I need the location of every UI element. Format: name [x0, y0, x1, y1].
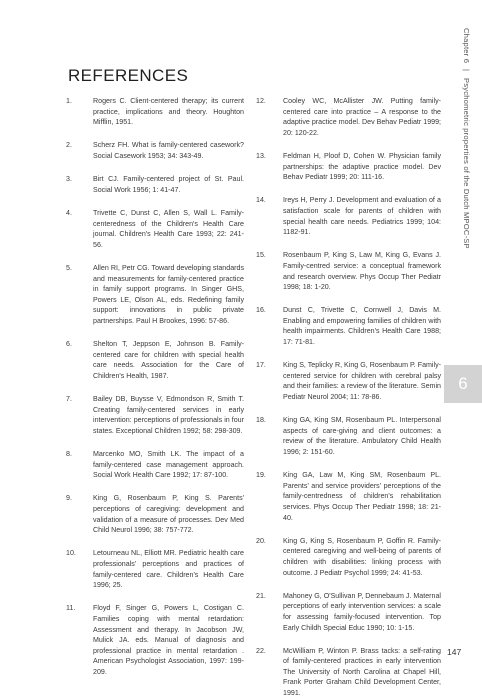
reference-text: Marcenko MO, Smith LK. The impact of a family-centered case management approach. Social Work Health Care 1992; 17: 87-100. [93, 450, 244, 480]
reference-item [256, 470, 441, 523]
reference-text: Letourneau NL, Elliott MR. Pediatric health care professionals' perceptions and practices of family-centered care. Children's Health Care 1996; 25. [93, 549, 244, 590]
reference-number: 11. [66, 604, 76, 613]
title-separator: | [462, 69, 471, 72]
reference-number: 6. [66, 340, 72, 349]
reference-text: Rosenbaum P, King S, Law M, King G, Evans J. Family-centred service: a conceptual framework and research overview. Phys Occup Ther Pediatr 1998; 18: 1-20. [283, 251, 441, 292]
chapter-title: Psychometric properties of the Dutch MPOC-SP [462, 77, 471, 249]
reference-number: 12. [256, 97, 266, 105]
chapter-label: Chapter 6 [462, 28, 471, 64]
reference-number: 10. [66, 549, 76, 558]
reference-number: 7. [66, 395, 72, 404]
reference-text: Scherz FH. What is family-centered casework? Social Casework 1953; 34: 343-49. [93, 141, 244, 160]
reference-number: 4. [66, 208, 72, 217]
reference-text: Cooley WC, McAllister JW. Putting family-centered care into practice – A response to the adaptive practice model. Dev Behav Pediatr 1999; 20: 120-22. [283, 97, 441, 137]
reference-number: 19. [256, 471, 266, 480]
reference-item [66, 394, 244, 436]
references-column-left [66, 96, 252, 677]
reference-text: King GA, Law M, King SM, Rosenbaum PL. Parents' and service providers' perceptions of the family-centredness of children's rehabilitation services. Phys Occup Ther Pediatr 1998; 18: 21-40. [283, 471, 441, 522]
reference-text: King G, King S, Rosenbaum P, Goffin R. Family-centered caregiving and well-being of parents of children with disabilities: linking process with outcome. J Pediatr Psychol 1999; 24: 41-53. [283, 536, 441, 577]
reference-item [256, 646, 441, 699]
reference-number: 15. [256, 251, 266, 260]
reference-number: 16. [256, 306, 266, 315]
reference-number: 13. [256, 151, 266, 160]
reference-text: Birt CJ. Family-centered project of St. Paul. Social Work 1956; 1: 41-47. [93, 175, 244, 194]
reference-text: Mahoney G, O'Sullivan P, Dennebaum J. Maternal perceptions of early intervention services: a scale for assessing family-focused intervention. Top Early Childh Special Educ 1990; 10: 1-15. [283, 591, 441, 632]
reference-text: Floyd F, Singer G, Powers L, Costigan C. Families coping with mental retardation: Assessment and therapy. In Jacobson JW, Mulick JA. eds. Manual of diagnosis and professional practice in mental retardation . American Psychologist Association, 1997: 199-209. [93, 604, 244, 676]
reference-number: 8. [66, 450, 72, 458]
reference-text: Rogers C. Client-centered therapy; its current practice, implications and theory. Houghton Mifflin, 1951. [93, 97, 244, 127]
reference-text: Ireys H, Perry J. Development and evaluation of a satisfaction scale for parents of children with special health care needs. Pediatrics 1999; 104: 1182-91. [283, 196, 441, 237]
reference-number: 14. [256, 196, 266, 205]
reference-number: 20. [256, 536, 266, 545]
reference-item [256, 151, 441, 183]
reference-item [256, 96, 441, 138]
reference-text: Allen RI, Petr CG. Toward developing standards and measurements for family-centered practice in family support programs. In Singer GHS, Powers LE, Olson AL, eds. Redefining family support: innovations in public private partnerships. Paul H Brookes, 1996: 57-86. [93, 263, 244, 325]
chapter-running-title [457, 28, 471, 328]
reference-number: 3. [66, 175, 72, 184]
reference-text: McWilliam P, Winton P. Brass tacks: a self-rating of family-centered practices in early intervention The University of North Carolina at Chapel Hill, Frank Porter Graham Child Development Center, 1991. [283, 646, 441, 698]
reference-item [66, 263, 244, 327]
reference-item [256, 415, 441, 457]
reference-number: 18. [256, 416, 266, 425]
reference-text: Trivette C, Dunst C, Allen S, Wall L. Family-centeredness of the Children's Health Care journal. Children's Health Care 1993; 22: 241-56. [93, 208, 244, 249]
reference-item [66, 140, 244, 161]
reference-text: Bailey DB, Buysse V, Edmondson R, Smith T. Creating family-centered services in early intervention: perceptions of professionals in four states. Exceptional Children 1992; 58: 298-309. [93, 395, 244, 435]
reference-item [256, 536, 441, 578]
reference-item [256, 305, 441, 347]
reference-number: 1. [66, 97, 72, 105]
reference-text: King G, Rosenbaum P, King S. Parents' perceptions of caregiving: development and validation of a measure of processes. Dev Med Child Neurol 1996; 38: 757-772. [93, 494, 244, 535]
reference-item [256, 195, 441, 237]
reference-item [256, 591, 441, 633]
references-column-right [256, 96, 442, 699]
reference-item [66, 548, 244, 590]
page-number: 147 [447, 647, 462, 657]
reference-item [66, 339, 244, 381]
reference-number: 21. [256, 591, 266, 600]
references-heading: REFERENCES [68, 66, 189, 85]
reference-item [66, 603, 244, 677]
reference-number: 2. [66, 141, 72, 150]
reference-text: Feldman H, Ploof D, Cohen W. Physician family partnerships: the adaptive practice model. Dev Behav Pediatr 1999; 20: 111-16. [283, 151, 441, 182]
reference-number: 5. [66, 263, 72, 272]
reference-item [66, 208, 244, 250]
reference-item [66, 96, 244, 128]
reference-number: 9. [66, 494, 72, 503]
reference-text: King GA, King SM, Rosenbaum PL. Interpersonal aspects of care-giving and client outcomes: a review of the literature. Ambulatory Child Health 1996; 2: 151-60. [283, 416, 441, 456]
reference-number: 17. [256, 361, 266, 370]
reference-text: Dunst C, Trivette C, Cornwell J, Davis M. Enabling and empowering families of children with health impairments. Children's Health Care 1988; 17: 71-81. [283, 306, 441, 347]
reference-item [256, 360, 441, 402]
reference-text: King S, Teplicky R, King G, Rosenbaum P. Family-centered service for children with cerebral palsy and their families: a review of the literature. Semin Pediatr Neurol 2004; 11: 78-86. [283, 361, 441, 402]
reference-number: 22. [256, 646, 266, 655]
reference-text: Shelton T, Jeppson E, Johnson B. Family-centered care for children with special health care needs. Association for the Care of Children's Health, 1987. [93, 340, 244, 380]
chapter-tab: 6 [444, 365, 482, 403]
reference-item [66, 449, 244, 481]
reference-item [66, 493, 244, 535]
reference-item [66, 174, 244, 195]
reference-item [256, 250, 441, 292]
